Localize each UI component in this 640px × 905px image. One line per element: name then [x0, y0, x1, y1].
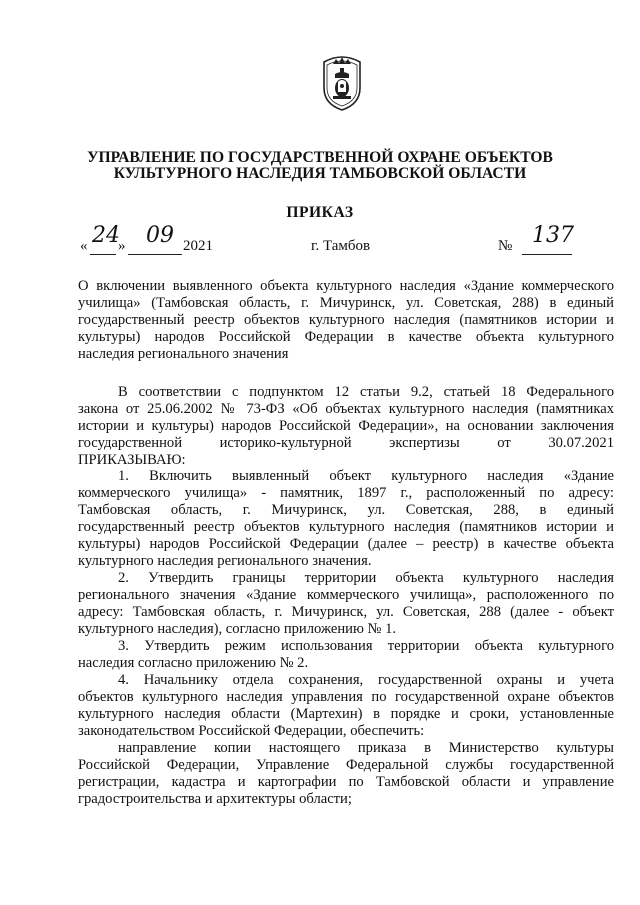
subject-line: О включении выявленного объекта культурного наследия «Здание коммерческого [78, 278, 614, 294]
date-month-underline [128, 254, 182, 255]
organization-name-line-1: УПРАВЛЕНИЕ ПО ГОСУДАРСТВЕННОЙ ОХРАНЕ ОБЪЕКТОВ [87, 149, 553, 166]
order-number-handwritten: 137 [532, 223, 574, 248]
date-year: 2021 [183, 238, 213, 254]
body-line: культурного наследия области (Мартехин) в порядке и сроки, установленные [78, 706, 614, 722]
organization-name-line-2: КУЛЬТУРНОГО НАСЛЕДИЯ ТАМБОВСКОЙ ОБЛАСТИ [113, 165, 527, 182]
number-underline [522, 254, 572, 255]
body-line: государственный реестр объектов культурного наследия (памятников истории и [78, 519, 614, 535]
body-line: Российской Федерации, Управление Федеральной службы государственной [78, 757, 614, 773]
body-line: 3. Утвердить режим использования территории объекта культурного [118, 638, 614, 654]
body-line: 2. Утвердить границы территории объекта культурного наследия [118, 570, 614, 586]
body-line: законодательством Российской Федерации, обеспечить: [78, 723, 425, 739]
coat-of-arms-emblem [318, 52, 366, 112]
body-line: В соответствии с подпунктом 12 статьи 9.2, статьей 18 Федерального [118, 384, 614, 400]
body-line: истории и культуры) народов Российской Федерации», на основании заключения [78, 418, 614, 434]
date-close-quote: » [118, 238, 126, 254]
body-line: 4. Начальнику отдела сохранения, государственной охраны и учета [118, 672, 614, 688]
body-line: регистрации, кадастра и картографии по Тамбовской области и управление [78, 774, 614, 790]
body-line: Тамбовская область, г. Мичуринск, ул. Советская, 288, в единый [78, 502, 614, 518]
subject-line: культуры) народов Российской Федерации в качестве объекта культурного [78, 329, 614, 345]
subject-line: государственный реестр объектов культурного наследия (памятников истории и [78, 312, 614, 328]
body-line: культурного наследия регионального значения. [78, 553, 372, 569]
body-line: культуры) народов Российской Федерации (далее – реестр) в качестве объекта [78, 536, 614, 552]
date-open-quote: « [80, 238, 88, 254]
body-line: коммерческого училища» - памятник, 1897 г., расположенный по адресу: [78, 485, 614, 501]
body-line: ПРИКАЗЫВАЮ: [78, 452, 186, 468]
date-day-handwritten: 24 [92, 223, 120, 248]
subject-line: училища» (Тамбовская область, г. Мичуринск, ул. Советская, 288) в единый [78, 295, 614, 311]
document-title: ПРИКАЗ [286, 204, 354, 221]
body-line: регионального значения «Здание коммерческого училища», расположенного по [78, 587, 614, 603]
body-line: культурного наследия), согласно приложению № 1. [78, 621, 397, 637]
body-line: адресу: Тамбовская область, г. Мичуринск, ул. Советская, 288 (далее - объект [78, 604, 614, 620]
date-month-handwritten: 09 [146, 223, 174, 248]
body-line: государственной историко-культурной экспертизы от 30.07.2021 [78, 435, 614, 451]
body-line: градостроительства и архитектуры области; [78, 791, 352, 807]
body-line: закона от 25.06.2002 № 73-ФЗ «Об объектах культурного наследия (памятниках [78, 401, 614, 417]
body-line: направление копии настоящего приказа в Министерство культуры [118, 740, 614, 756]
body-line: наследия согласно приложению № 2. [78, 655, 309, 671]
date-day-underline [90, 254, 116, 255]
body-line: объектов культурного наследия управления по государственной охране объектов [78, 689, 614, 705]
subject-line: наследия регионального значения [78, 346, 289, 362]
number-sign: № [498, 238, 513, 254]
city: г. Тамбов [311, 238, 371, 254]
body-line: 1. Включить выявленный объект культурного наследия «Здание [118, 468, 614, 484]
